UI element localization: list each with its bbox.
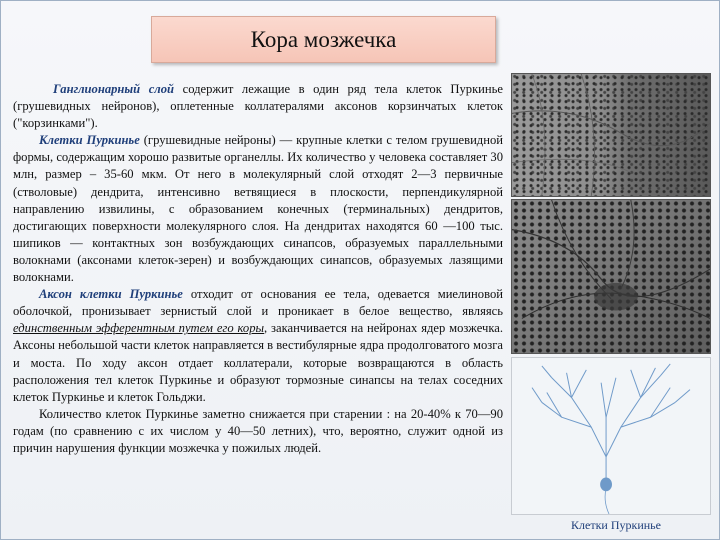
paragraph-aging: Количество клеток Пуркинье заметно снижается при старении : на 20-40% к 70—90 годам (по сравнению с их числом у 40—50 летних), что, вероятно, служит одной из причин нарушения функции мозжечка у пожилых людей.: [13, 406, 503, 455]
micrograph-middle-image: [511, 199, 711, 354]
page-title: Кора мозжечка: [250, 26, 397, 52]
paragraph-ganglion-layer: Ганглионарный слой содержит лежащие в один ряд тела клеток Пуркинье (грушевидных нейронов), оплетенные коллатералями аксонов корзинчатых клеток ("корзинками").: [13, 82, 503, 131]
term-purkinje-cells: Клетки Пуркинье: [39, 133, 140, 148]
term-ganglion-layer: Ганглионарный слой: [53, 82, 175, 96]
paragraph-purkinje-cells: Клетки Пуркинье (грушевидные нейроны) — крупные клетки с телом грушевидной формы, содержащим хорошо развитые органеллы. Их количество у человека составляет 30 млн, размер – 35-60 мкм. От него в молекулярный слой отходят 2—3 первичные (стволовые) дендрита, интенсивно ветвящиеся в плоскости, перпендикулярной направлению извилины, с образованием конечных (терминальных) дендритов, достигающих поверхности молекулярного слоя. На дендритах находятся 60 —100 тыс. шипиков — контактных зон возбуждающих синапсов, образуемых параллельными волокнами (аксонами клеток-зерен) и возбуждающих синапсов, образуемых лазящими волокнами.: [13, 133, 503, 285]
term-purkinje-axon: Аксон клетки Пуркинье: [39, 287, 183, 302]
title-box: [151, 16, 496, 63]
paragraph-axon: Аксон клетки Пуркинье отходит от основания ее тела, одевается миелиновой оболочкой, пронизывает зернистый слой и проникает в белое вещество, являясь единственным эфферентным путем его коры, заканчивается на нейронах ядер мозжечка. Аксоны небольшой части клеток направляется в вестибулярные ядра продолговатого мозга и моста. По ходу аксон отдает коллатерали, которые возвращаются в область расположения тел клеток Пуркинье и образуют тормозные синапсы на телах соседних клеток Пуркинье и клеток Гольджи.: [13, 287, 503, 404]
micrograph-top-image: [511, 73, 711, 197]
body-text: [13, 81, 503, 457]
purkinje-cell-drawing: [511, 357, 711, 515]
underlined-efferent-path: единственным эфферентным путем его коры: [13, 321, 265, 336]
image-caption: Клетки Пуркинье: [571, 518, 661, 532]
